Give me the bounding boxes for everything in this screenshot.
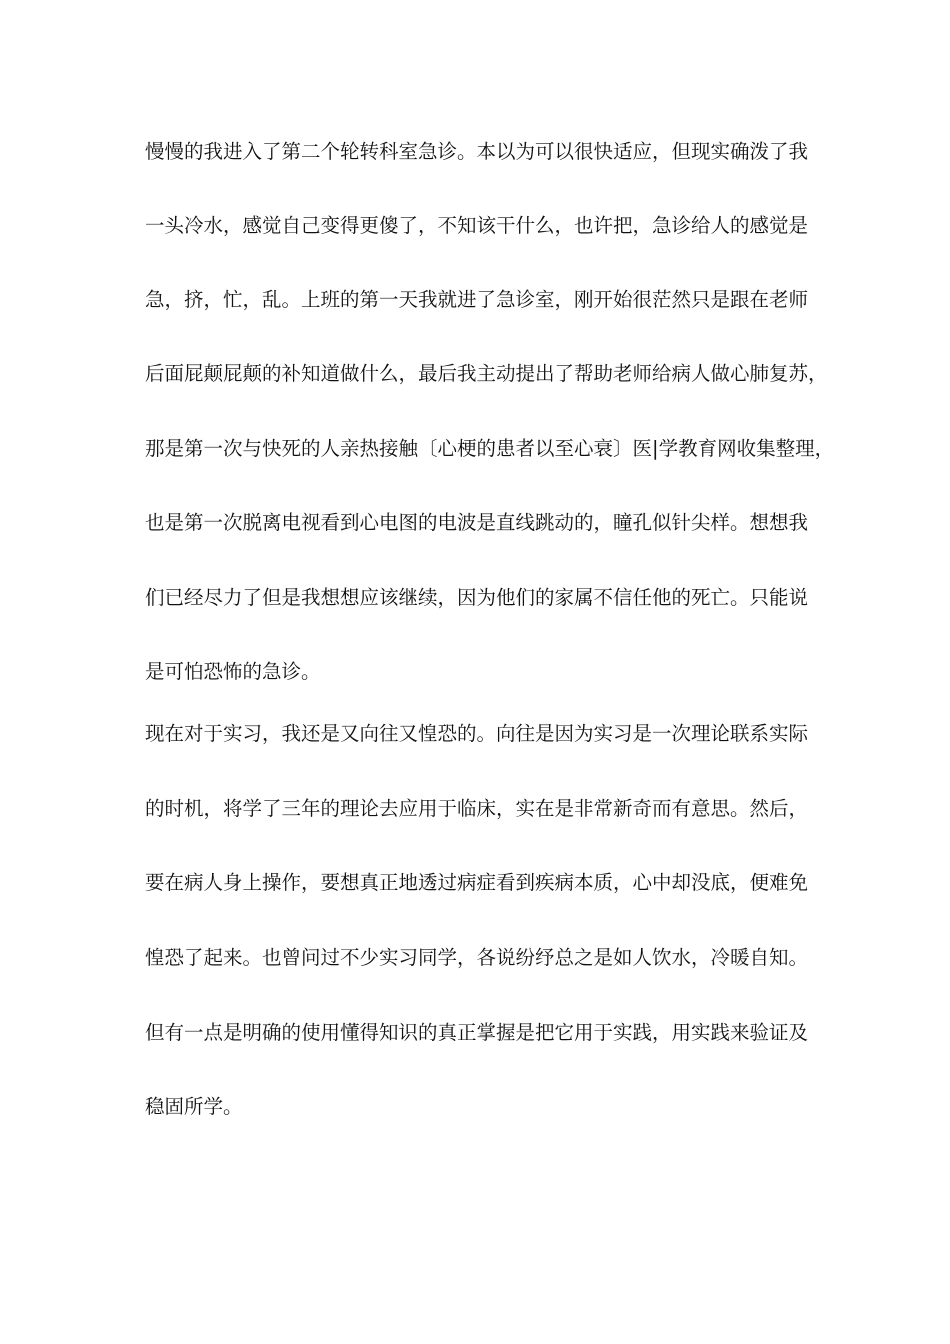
text-line: 慢慢的我进入了第二个轮转科室急诊。本以为可以很快适应，但现实确泼了我 — [145, 140, 809, 163]
text-line: 但有一点是明确的使用懂得知识的真正掌握是把它用于实践，用实践来验证及 — [145, 1021, 809, 1044]
text-line: 要在病人身上操作，要想真正地透过病症看到疾病本质，心中却没底，便难免 — [145, 871, 809, 894]
text-line: 那是第一次与快死的人亲热接触〔心梗的患者以至心衰〕医|学教育网收集整理， — [145, 437, 835, 460]
text-line: 的时机，将学了三年的理论去应用于临床，实在是非常新奇而有意思。然后， — [145, 797, 809, 820]
text-line: 现在对于实习，我还是又向往又惶恐的。向往是因为实习是一次理论联系实际 — [145, 722, 809, 745]
text-line: 稳固所学。 — [145, 1095, 243, 1118]
text-line: 是可怕恐怖的急诊。 — [145, 660, 321, 683]
text-line: 们已经尽力了但是我想想应该继续，因为他们的家属不信任他的死亡。只能说 — [145, 586, 809, 609]
text-line: 后面屁颠屁颠的补知道做什么，最后我主动提出了帮助老师给病人做心肺复苏， — [145, 362, 828, 385]
text-line: 也是第一次脱离电视看到心电图的电波是直线跳动的，瞳孔似针尖样。想想我 — [145, 511, 809, 534]
text-line: 一头冷水，感觉自己变得更傻了，不知该干什么，也许把，急诊给人的感觉是 — [145, 214, 809, 237]
text-line: 惶恐了起来。也曾问过不少实习同学，各说纷纾总之是如人饮水，冷暖自知。 — [145, 946, 809, 969]
text-line: 急，挤，忙，乱。上班的第一天我就进了急诊室，刚开始很茫然只是跟在老师 — [145, 288, 809, 311]
